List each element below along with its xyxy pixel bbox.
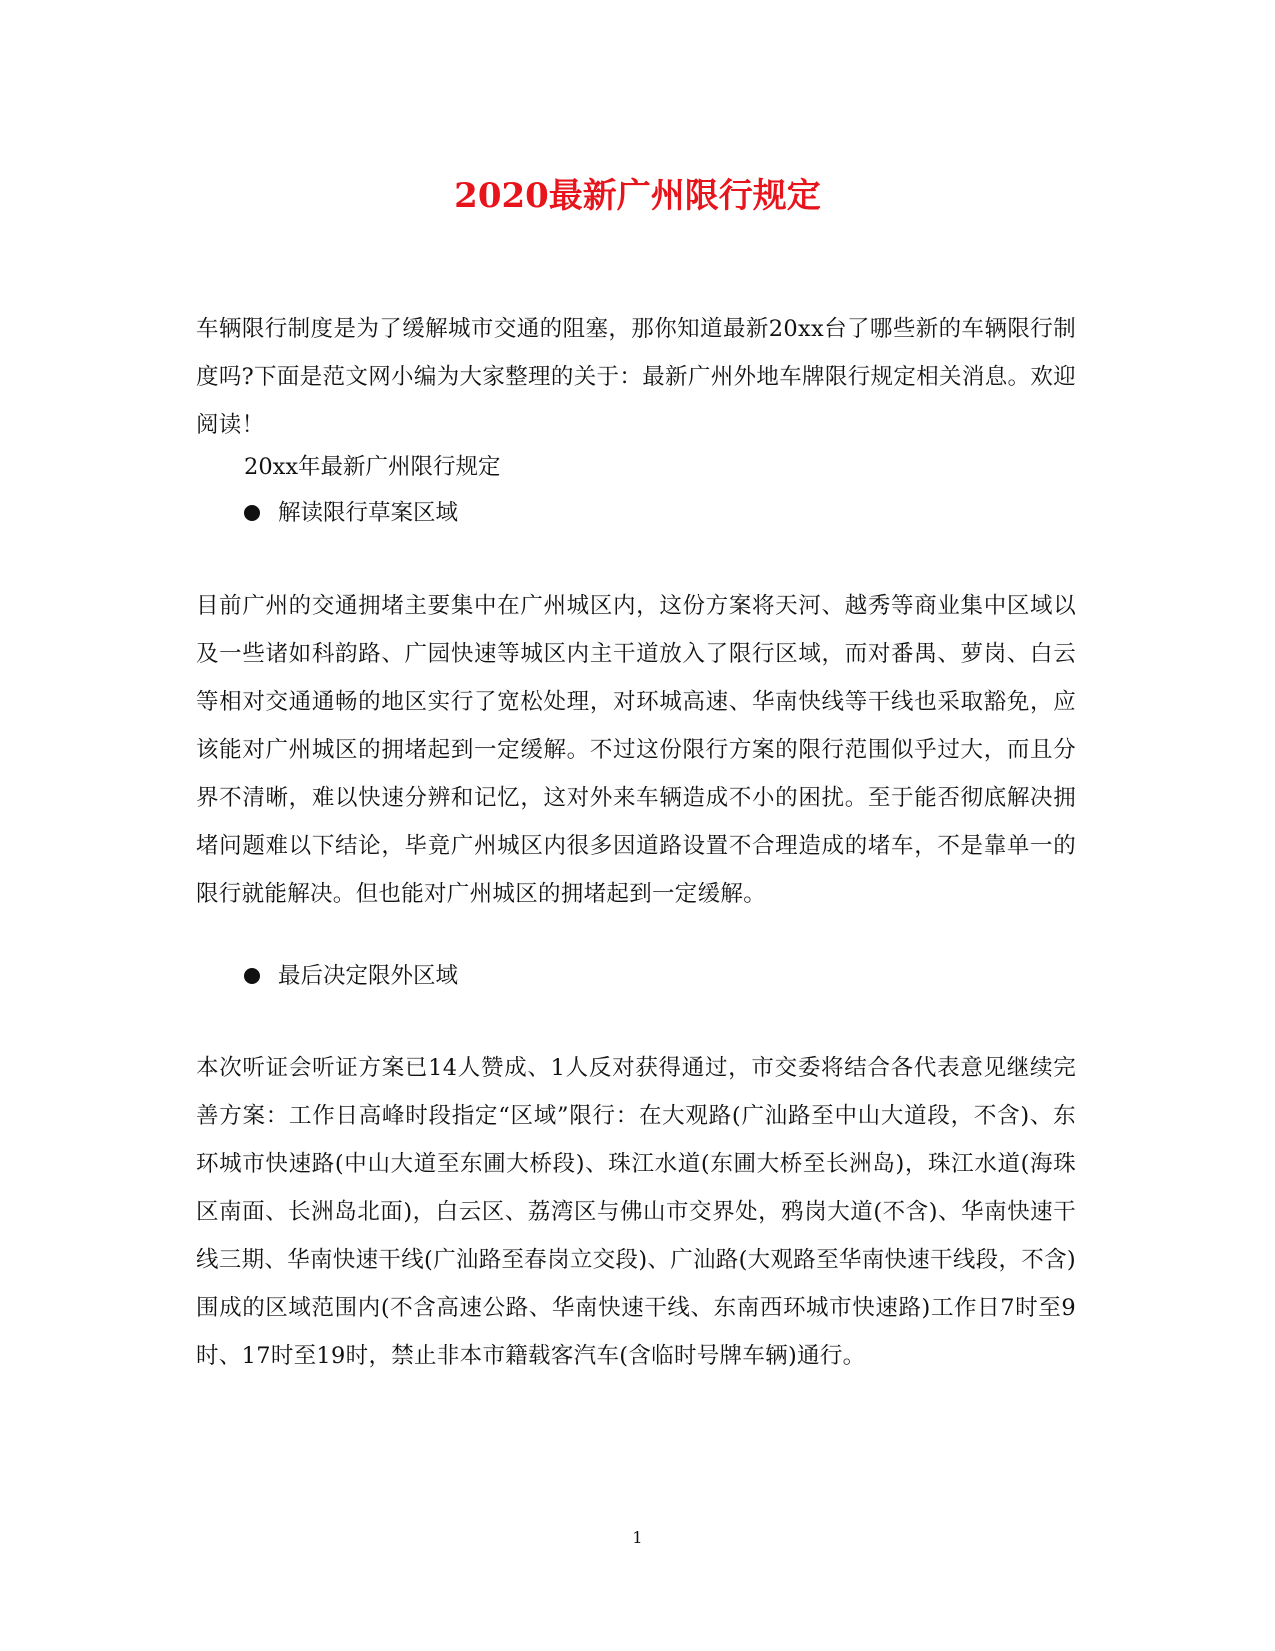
intro-paragraph: 车辆限行制度是为了缓解城市交通的阻塞，那你知道最新20xx台了哪些新的车辆限行制度吗?下面是范文网小编为大家整理的关于：最新广州外地车牌限行规定相关消息。欢迎阅读！ [196,316,1076,438]
subheading: 20xx年最新广州限行规定 [244,454,501,480]
page-number: 1 [632,1528,643,1547]
section2-paragraph: 本次听证会听证方案已14人赞成、1人反对获得通过，市交委将结合各代表意见继续完善方案：工作日高峰时段指定“区域”限行：在大观路(广汕路至中山大道段，不含)、东环城市快速路(中山大道至东圃大桥段)、珠江水道(东圃大桥至长洲岛)，珠江水道(海珠区南面、长洲岛北面)，白云区、荔湾区与佛山市交界处，鸦岗大道(不含)、华南快速干线三期、华南快速干线(广汕路至春岗立交段)、广汕路(大观路至华南快速干线段，不含)围成的区域范围内(不含高速公路、华南快速干线、东南西环城市快速路)工作日7时至9时、17时至19时，禁止非本市籍载客汽车(含临时号牌车辆)通行。 [196,1055,1076,1369]
section1-heading: 解读限行草案区域 [278,500,459,526]
intro-paragraph-block [196,305,1076,449]
section2-heading: 最后决定限外区域 [278,963,459,989]
document-title: 2020最新广州限行规定 [454,176,821,216]
section1-paragraph: 目前广州的交通拥堵主要集中在广州城区内，这份方案将天河、越秀等商业集中区域以及一些诸如科韵路、广园快速等城区内主干道放入了限行区域，而对番禺、萝岗、白云等相对交通通畅的地区实行了宽松处理，对环城高速、华南快线等干线也采取豁免，应该能对广州城区的拥堵起到一定缓解。不过这份限行方案的限行范围似乎过大，而且分界不清晰，难以快速分辨和记忆，这对外来车辆造成不小的困扰。至于能否彻底解决拥堵问题难以下结论，毕竟广州城区内很多因道路设置不合理造成的堵车，不是靠单一的限行就能解决。但也能对广州城区的拥堵起到一定缓解。 [196,593,1076,907]
bullet-dot-icon [244,968,260,984]
section1-heading-row [244,489,458,537]
section1-paragraph-block [196,582,1076,918]
section2-heading-row [244,952,458,1000]
bullet-dot-icon [244,505,260,521]
section2-paragraph-block [196,1044,1076,1380]
